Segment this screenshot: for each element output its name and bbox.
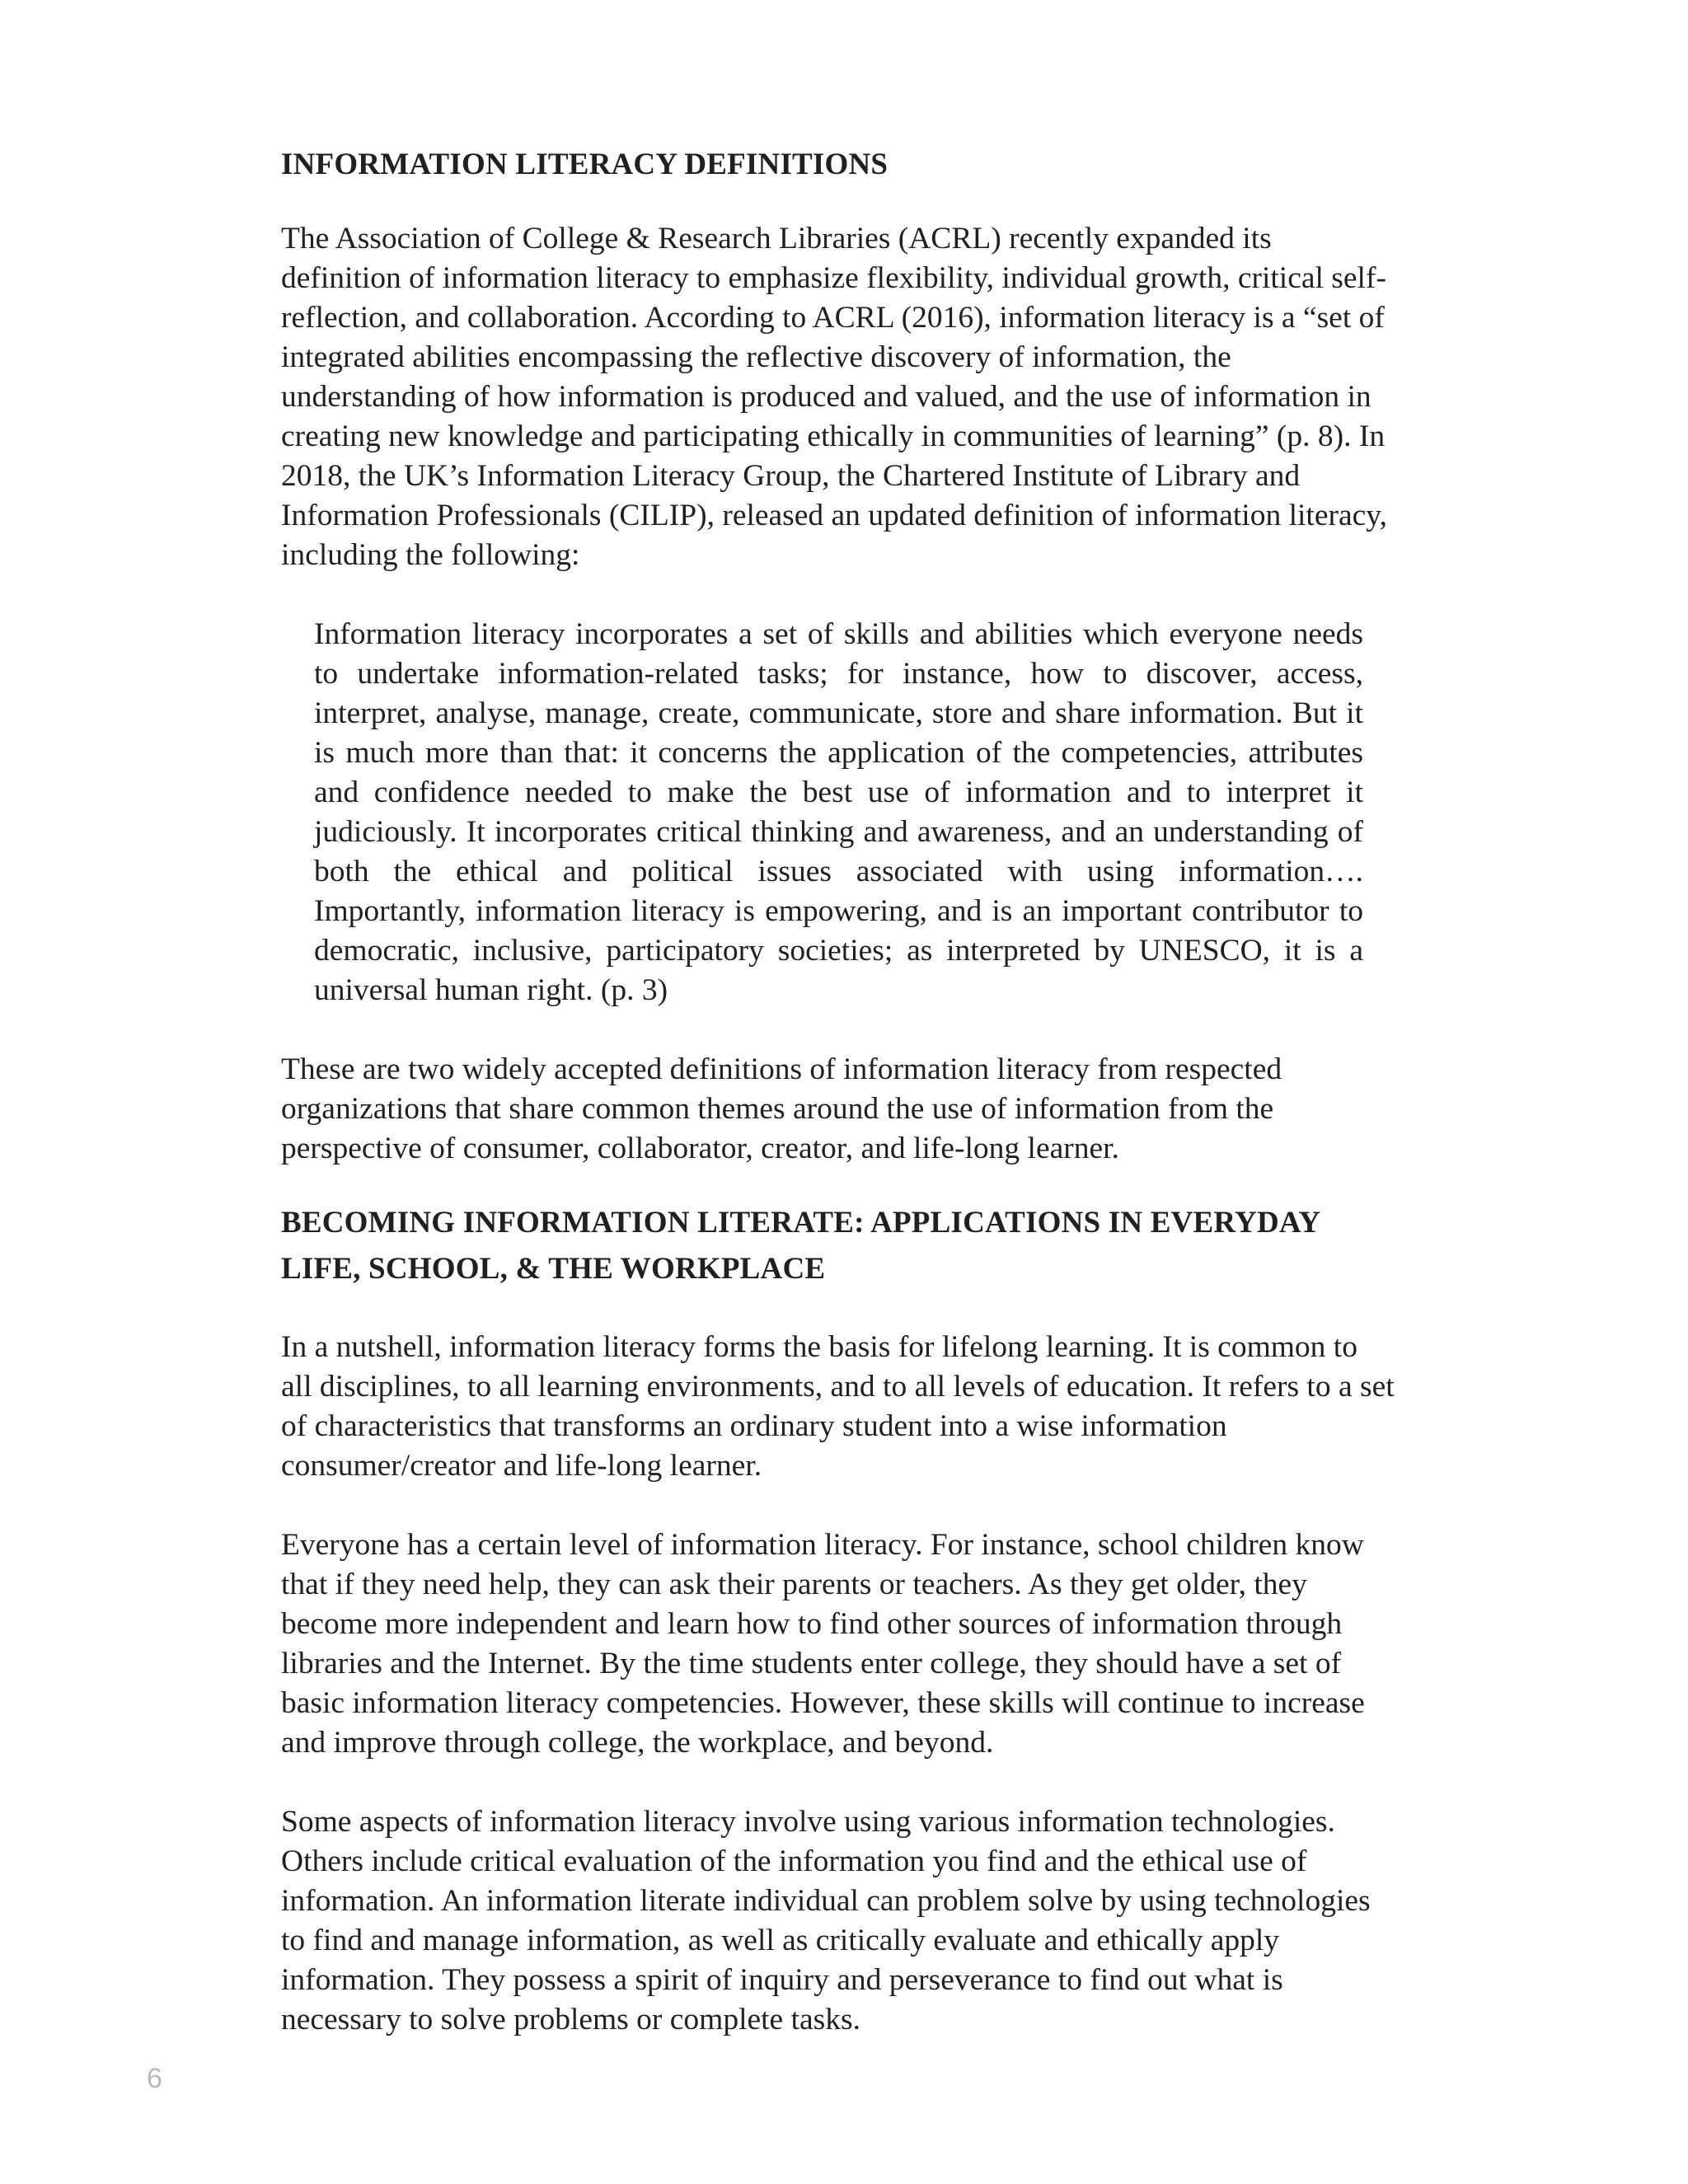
paragraph-everyone-has-literacy: Everyone has a certain level of information literacy. For instance, school children know that if they need help, they can ask their parents or teachers. As they get older, they become more independent and learn how to find other sources of information through libraries and the Internet. By the time students enter college, they should have a set of basic information literacy competencies. However, these skills will continue to increase and improve through college, the workplace, and beyond. <box>281 1528 1365 1760</box>
section-heading-definitions: INFORMATION LITERACY DEFINITIONS <box>281 148 889 181</box>
page-number: 6 <box>147 2063 162 2094</box>
block-quote-cilip: Information literacy incorporates a set of skills and abilities which everyone needs to undertake information-related tasks; for instance, how to discover, access, interpret, analyse, manage, create, communicate, store and share information. But it is much more than that: it concerns the application of the competencies, attributes and confidence needed to make the best use of information and to interpret it judiciously. It incorporates critical thinking and awareness, and an understanding of both the ethical and political issues associated with using information…. Importantly, information literacy is empowering, and is an important contributor to democratic, inclusive, participatory societies; as interpreted by UNESCO, it is a universal human right. (p. 3) <box>314 617 1363 1007</box>
section-heading-becoming-literate: BECOMING INFORMATION LITERATE: APPLICATIONS IN EVERYDAY LIFE, SCHOOL, & THE WORKPLACE <box>281 1206 1320 1286</box>
paragraph-acrl-definition: The Association of College & Research Libraries (ACRL) recently expanded its definition of information literacy to emphasize flexibility, individual growth, critical self-reflection, and collaboration. According to ACRL (2016), information literacy is a “set of integrated abilities encompassing the reflective discovery of information, the understanding of how information is produced and valued, and the use of information in creating new knowledge and participating ethically in communities of learning” (p. 8). In 2018, the UK’s Information Literacy Group, the Chartered Institute of Library and Information Professionals (CILIP), released an updated definition of information literacy, including the following: <box>281 222 1387 572</box>
paragraph-aspects: Some aspects of information literacy involve using various information technologies. Others include critical evaluation of the information you find and the ethical use of information. An information literate individual can problem solve by using technologies to find and manage information, as well as critically evaluate and ethically apply information. They possess a spirit of inquiry and perseverance to find out what is necessary to solve problems or complete tasks. <box>281 1805 1371 2036</box>
page-body <box>281 142 1395 2040</box>
paragraph-definitions-summary: These are two widely accepted definitions of information literacy from respected organizations that share common themes around the use of information from the perspective of consumer, collaborator, creator, and life-long learner. <box>281 1052 1282 1165</box>
paragraph-nutshell: In a nutshell, information literacy forms the basis for lifelong learning. It is common to all disciplines, to all learning environments, and to all levels of education. It refers to a set of characteristics that transforms an ordinary student into a wise information consumer/creator and life-long learner. <box>281 1330 1395 1483</box>
